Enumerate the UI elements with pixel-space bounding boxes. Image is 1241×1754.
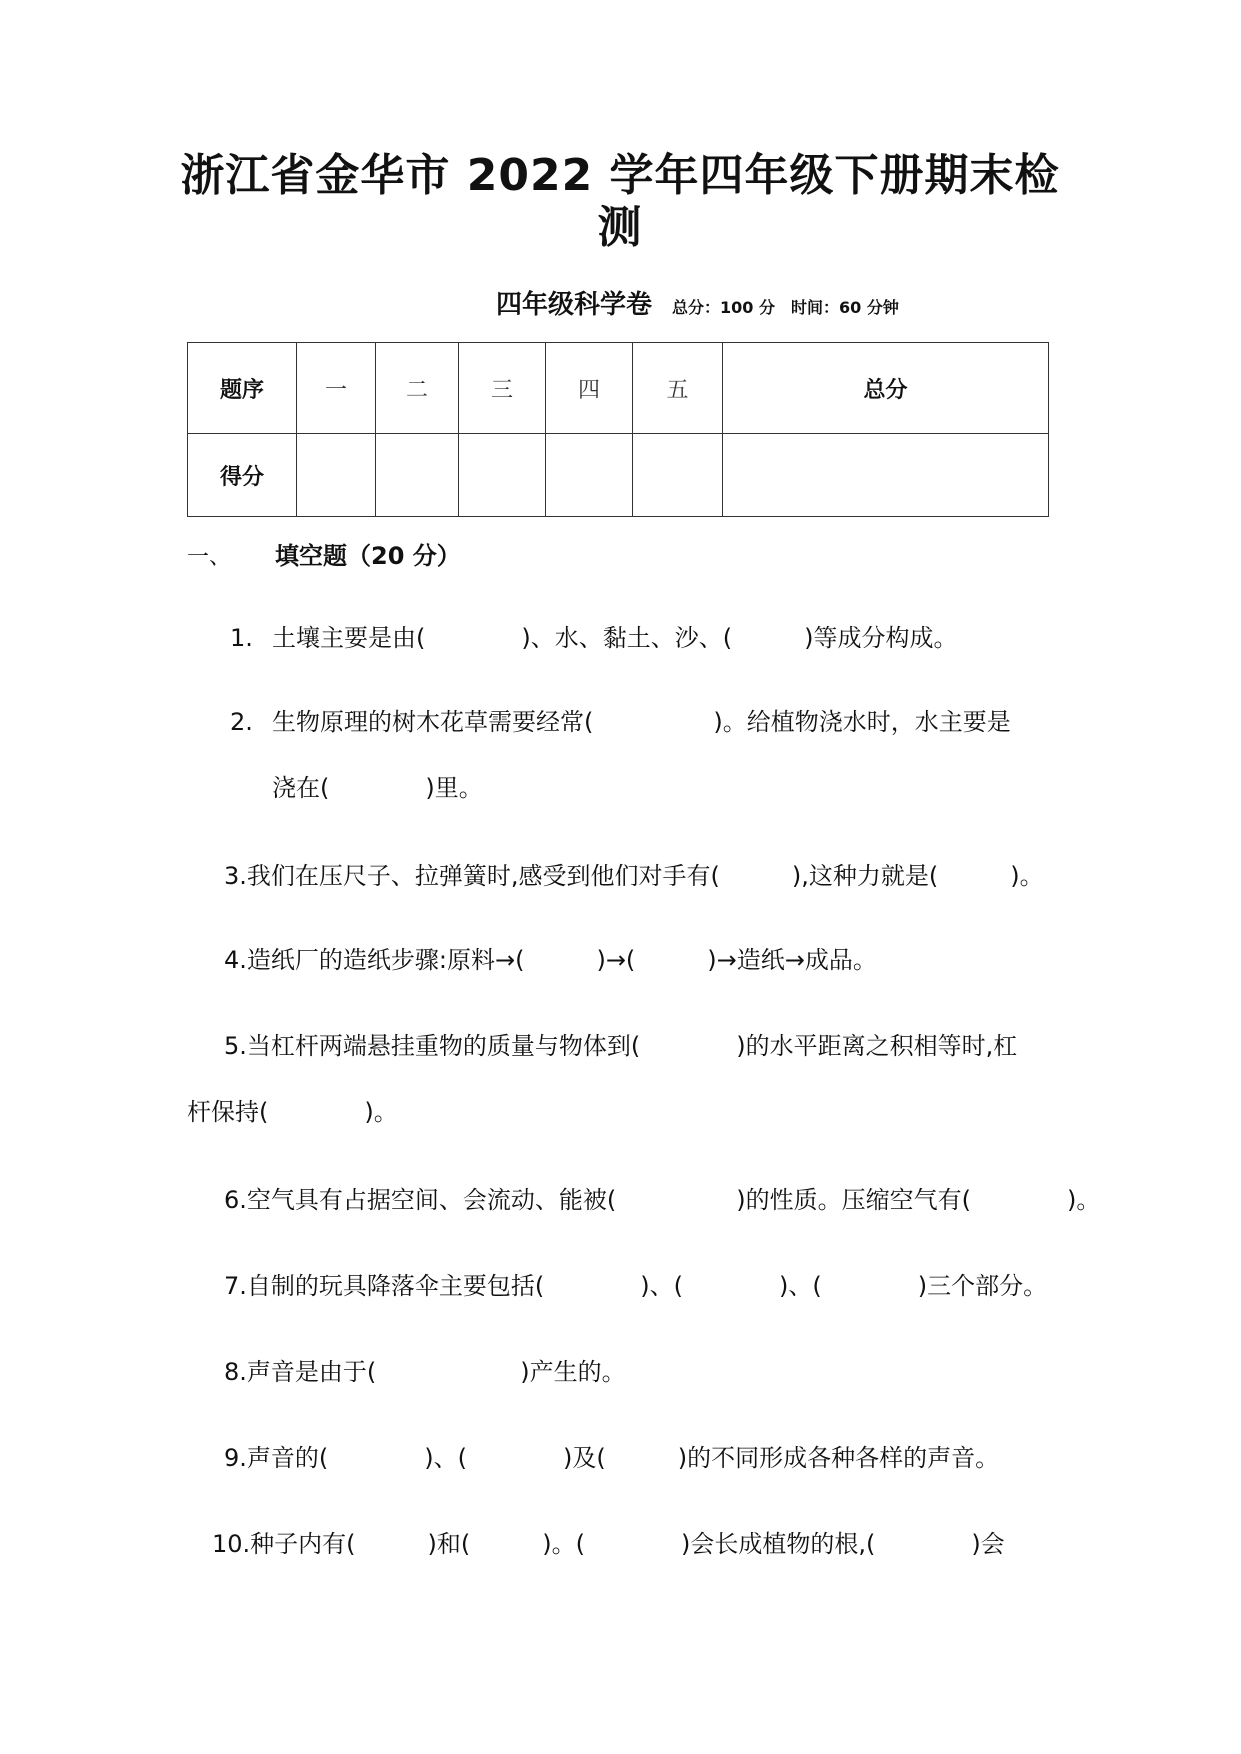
question-2-number: 2. bbox=[230, 708, 253, 736]
question-1-number: 1. bbox=[230, 624, 253, 652]
header-cell-3: 三 bbox=[459, 343, 546, 434]
question-5-line2: 杆保持( )。 bbox=[187, 1098, 398, 1126]
header-cell-4: 四 bbox=[546, 343, 633, 434]
score-cell-1[interactable] bbox=[297, 434, 376, 517]
question-7: 7.自制的玩具降落伞主要包括( )、( )、( )三个部分。 bbox=[224, 1272, 1048, 1300]
score-row-label: 得分 bbox=[188, 434, 297, 517]
score-cell-3[interactable] bbox=[459, 434, 546, 517]
score-cell-2[interactable] bbox=[376, 434, 459, 517]
question-2-text: 生物原理的树木花草需要经常( )。给植物浇水时，水主要是 bbox=[272, 708, 1011, 736]
score-table bbox=[187, 342, 1049, 517]
header-cell-label: 题序 bbox=[188, 343, 297, 434]
exam-title-line1: 浙江省金华市 2022 学年四年级下册期末检 bbox=[180, 150, 1060, 201]
question-4: 4.造纸厂的造纸步骤:原料→( )→( )→造纸→成品。 bbox=[224, 946, 877, 974]
subject-name: 四年级科学卷 bbox=[496, 290, 653, 320]
exam-title-line2: 测 bbox=[597, 202, 643, 253]
question-3: 3.我们在压尺子、拉弹簧时,感受到他们对手有( ),这种力就是( )。 bbox=[224, 862, 1044, 890]
question-8: 8.声音是由于( )产生的。 bbox=[224, 1358, 626, 1386]
question-2-line1 bbox=[230, 706, 1011, 738]
section-title: 填空题（20 分） bbox=[275, 542, 461, 570]
question-9: 9.声音的( )、( )及( )的不同形成各种各样的声音。 bbox=[224, 1444, 1000, 1472]
question-1 bbox=[230, 622, 957, 654]
question-6: 6.空气具有占据空间、会流动、能被( )的性质。压缩空气有( )。 bbox=[224, 1186, 1101, 1214]
total-score-info: 总分：100 分 bbox=[672, 298, 775, 317]
exam-subtitle bbox=[496, 284, 899, 321]
score-cell-total[interactable] bbox=[723, 434, 1049, 517]
score-table-header-row bbox=[188, 343, 1049, 434]
question-1-text: 土壤主要是由( )、水、黏土、沙、( )等成分构成。 bbox=[272, 624, 958, 652]
score-cell-4[interactable] bbox=[546, 434, 633, 517]
question-2-line2: 浇在( )里。 bbox=[272, 774, 483, 802]
header-cell-1: 一 bbox=[297, 343, 376, 434]
header-cell-total: 总分 bbox=[723, 343, 1049, 434]
section-number: 一、 bbox=[187, 545, 232, 570]
header-cell-2: 二 bbox=[376, 343, 459, 434]
header-cell-5: 五 bbox=[633, 343, 723, 434]
section-heading bbox=[187, 536, 461, 571]
question-5-line1: 5.当杠杆两端悬挂重物的质量与物体到( )的水平距离之积相等时,杠 bbox=[224, 1032, 1018, 1060]
time-info: 时间：60 分钟 bbox=[791, 298, 899, 317]
question-10: 10.种子内有( )和( )。( )会长成植物的根,( )会 bbox=[212, 1530, 1005, 1558]
score-cell-5[interactable] bbox=[633, 434, 723, 517]
score-table-score-row bbox=[188, 434, 1049, 517]
